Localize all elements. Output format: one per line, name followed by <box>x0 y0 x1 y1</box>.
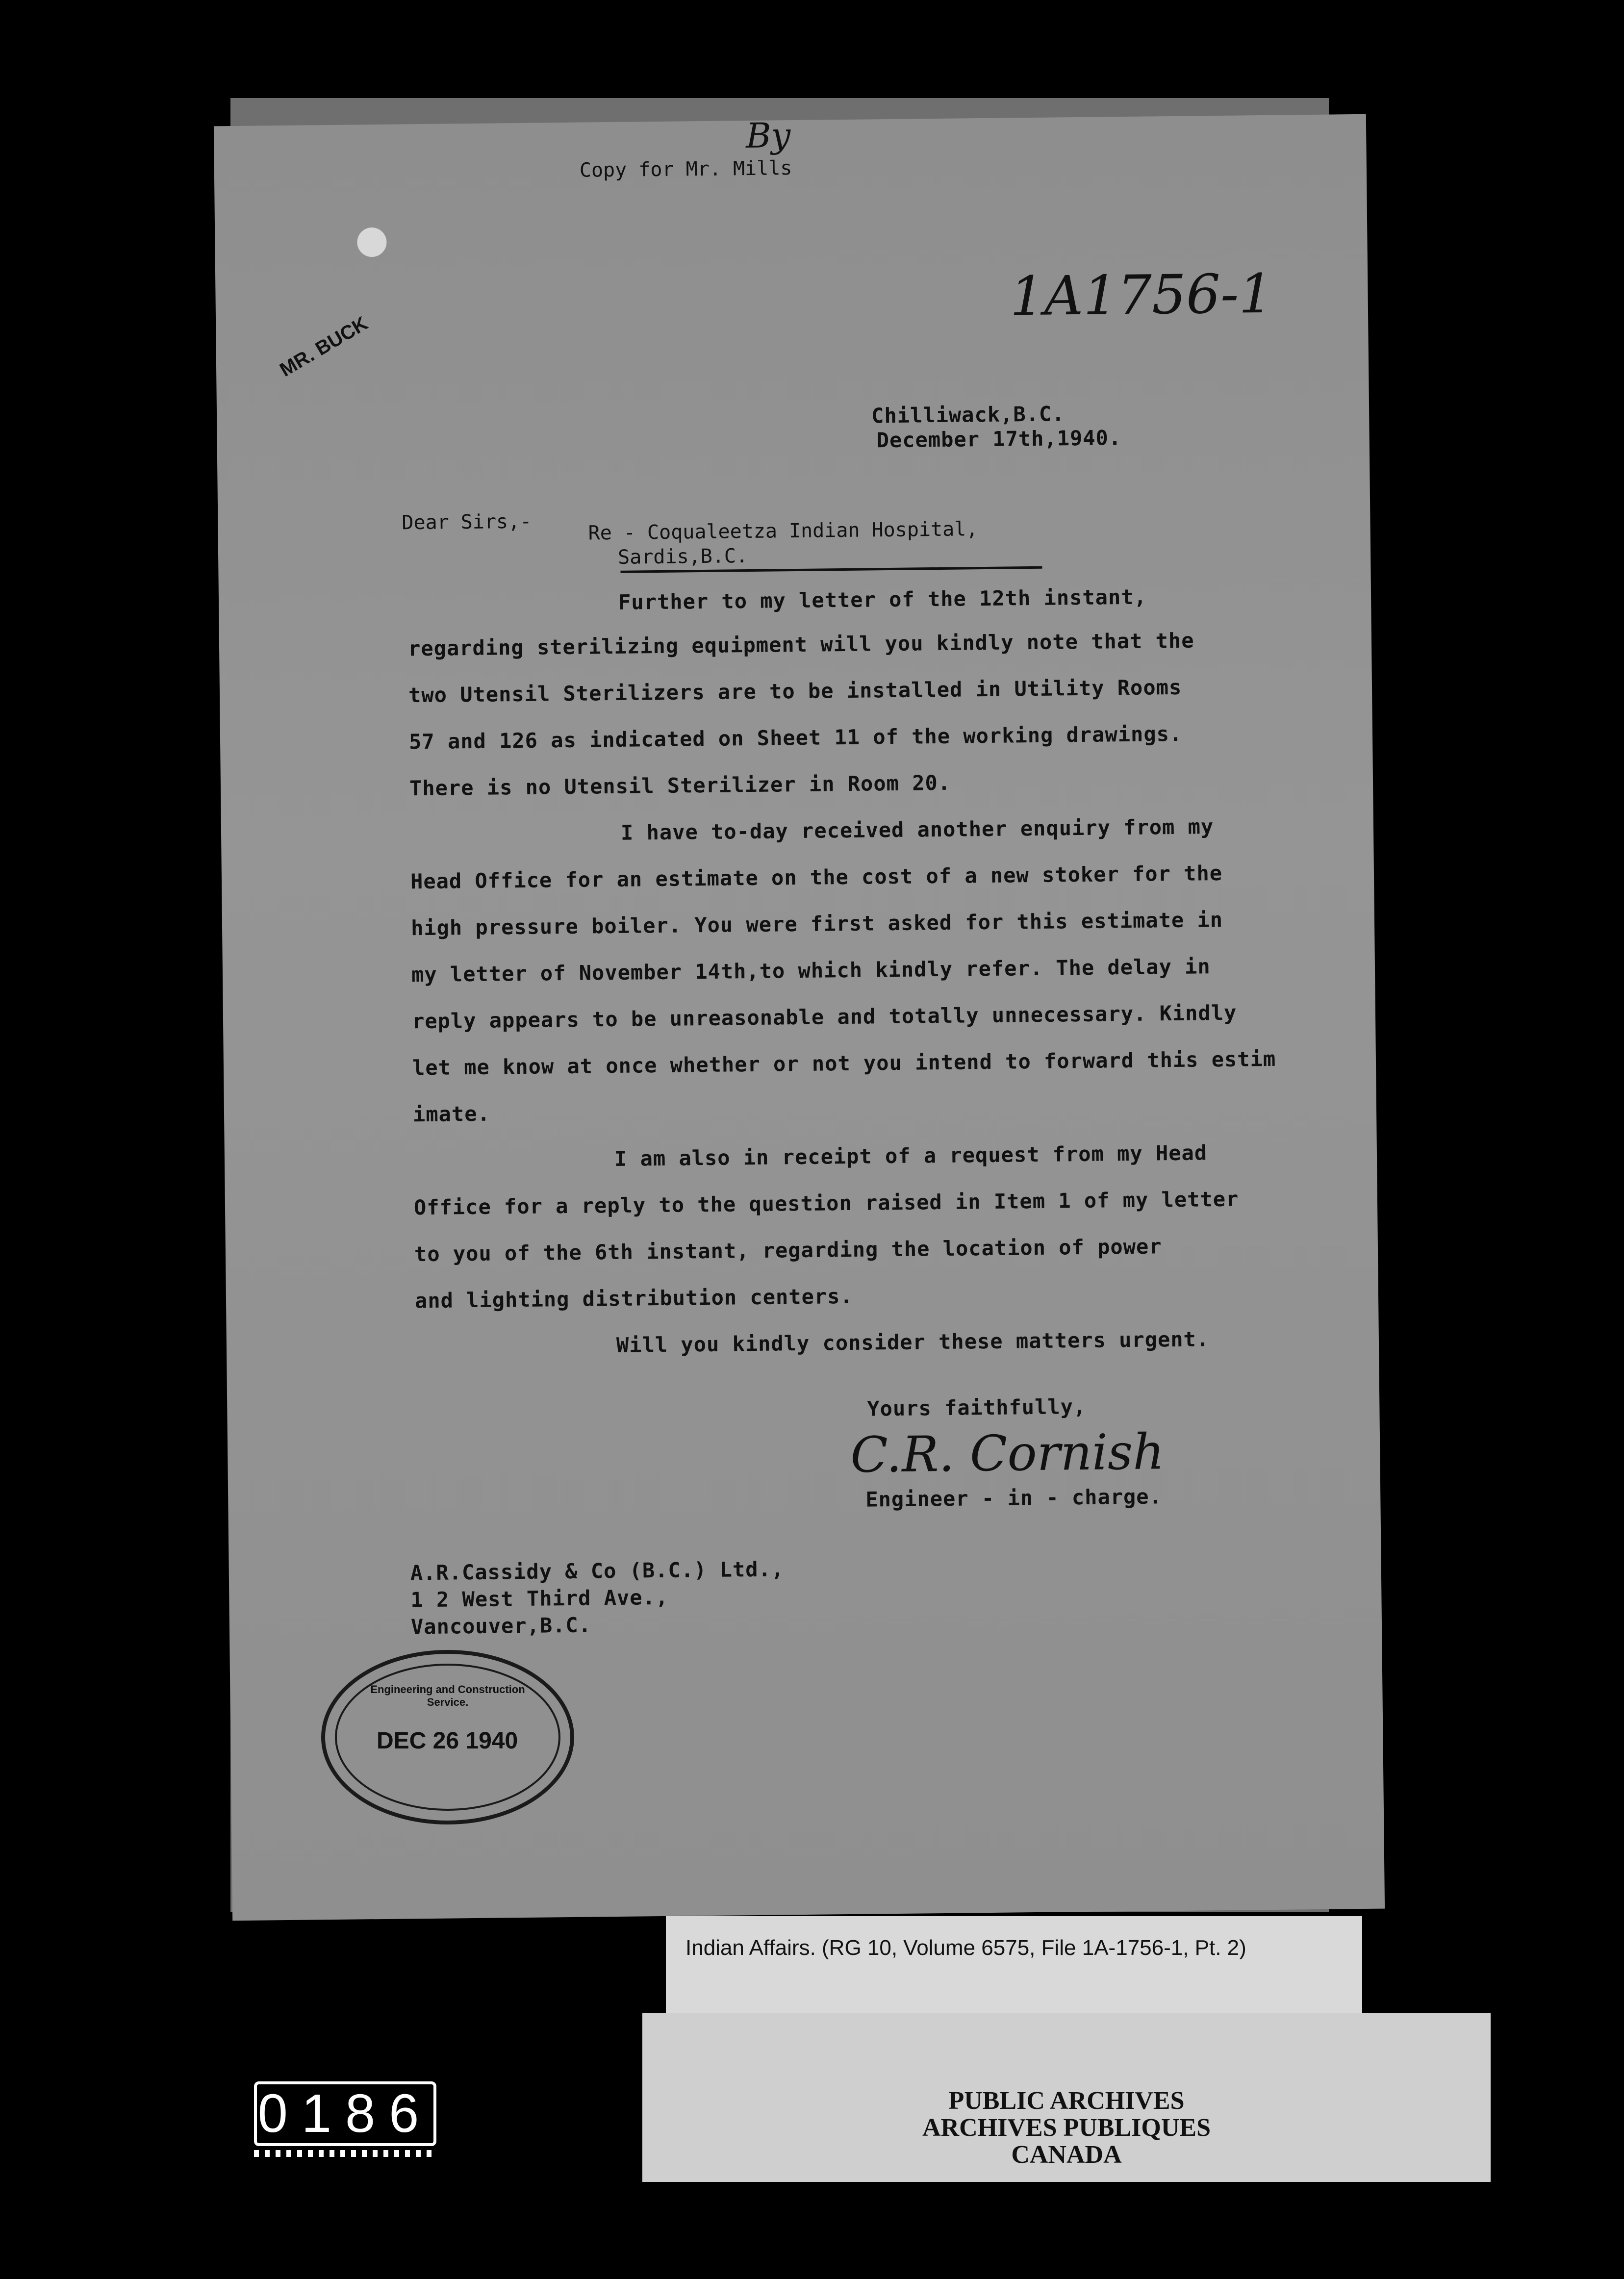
archive-reference: Indian Affairs. (RG 10, Volume 6575, File 1A-1756-1, Pt. 2) <box>685 1936 1246 1960</box>
routing-stamp: MR. BUCK <box>276 312 372 381</box>
signatory-title: Engineer - in - charge. <box>865 1484 1163 1512</box>
received-stamp-text: Engineering and Construction Service. <box>370 1683 525 1708</box>
archive-banner-line-2: ARCHIVES PUBLIQUES <box>922 2114 1211 2142</box>
copy-line: Copy for Mr. Mills <box>579 157 792 182</box>
archive-banner-line-3: CANADA <box>1011 2141 1122 2169</box>
re-line-2: Sardis,B.C. <box>617 545 748 569</box>
received-stamp <box>321 1650 574 1824</box>
frame-number: 0186 <box>254 2081 436 2146</box>
date-line: December 17th,1940. <box>876 426 1122 453</box>
body-line: high pressure boiler. You were first asked for this estimate in <box>410 907 1223 940</box>
body-line: 57 and 126 as indicated on Sheet 11 of the working drawings. <box>408 721 1183 754</box>
addressee-line: 1 2 West Third Ave., <box>410 1585 669 1612</box>
signature: C.R. Cornish <box>850 1423 1165 1484</box>
staple-hole <box>357 228 387 257</box>
letter-page <box>214 114 1385 1921</box>
body-line: two Utensil Sterilizers are to be installed in Utility Rooms <box>408 675 1182 708</box>
closing: Yours faithfully, <box>867 1394 1087 1421</box>
file-mark: 1A1756-1 <box>1009 262 1273 328</box>
body-line: and lighting distribution centers. <box>414 1284 853 1313</box>
handwritten-by: By <box>745 115 791 156</box>
place-line: Chilliwack,B.C. <box>871 402 1065 428</box>
body-line: I have to-day received another enquiry from my <box>620 814 1214 845</box>
body-line: imate. <box>412 1101 490 1127</box>
body-line: Office for a reply to the question raised in Item 1 of my letter <box>413 1187 1239 1220</box>
body-line: let me know at once whether or not you intend to forward this estim <box>412 1046 1276 1080</box>
addressee-line: Vancouver,B.C. <box>410 1613 592 1639</box>
body-line: regarding sterilizing equipment will you kindly note that the <box>407 628 1194 661</box>
body-line: to you of the 6th instant, regarding the location of power <box>414 1234 1162 1266</box>
archive-banner <box>642 2013 1491 2182</box>
body-line: I am also in receipt of a request from my Head <box>614 1140 1208 1171</box>
body-line: my letter of November 14th,to which kindly refer. The delay in <box>411 954 1211 987</box>
archive-banner-line-1: PUBLIC ARCHIVES <box>948 2087 1185 2115</box>
frame-tick-strip <box>254 2150 435 2157</box>
body-line: There is no Utensil Sterilizer in Room 20. <box>409 770 951 801</box>
re-line-1: Re - Coqualeetza Indian Hospital, <box>588 518 978 545</box>
addressee-line: A.R.Cassidy & Co (B.C.) Ltd., <box>410 1557 785 1585</box>
salutation: Dear Sirs,- <box>402 510 532 534</box>
body-line: Head Office for an estimate on the cost of a new stoker for the <box>410 861 1223 894</box>
body-line: reply appears to be unreasonable and totally unnecessary. Kindly <box>411 1000 1237 1034</box>
body-line: Further to my letter of the 12th instant, <box>618 584 1147 614</box>
received-stamp-date: DEC 26 1940 <box>377 1728 518 1754</box>
body-line: Will you kindly consider these matters urgent. <box>616 1327 1210 1357</box>
